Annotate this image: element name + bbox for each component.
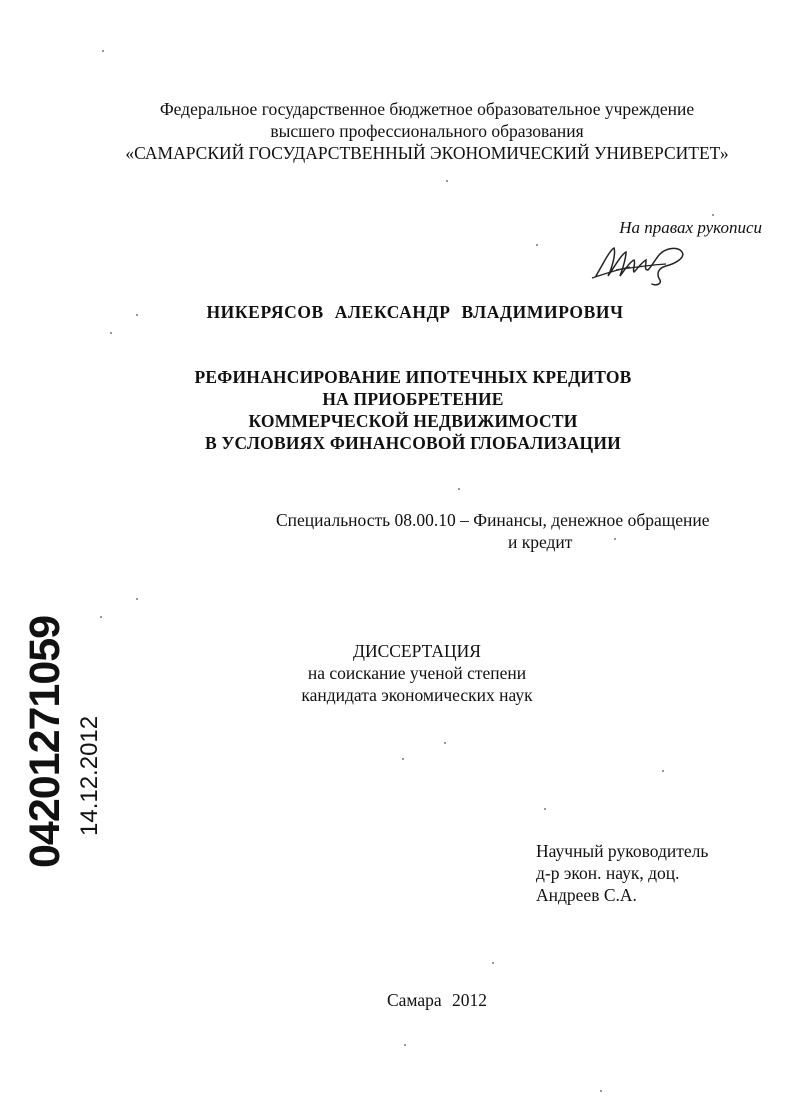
scan-speck — [402, 758, 404, 760]
title-line: В УСЛОВИЯХ ФИНАНСОВОЙ ГЛОБАЛИЗАЦИИ — [205, 433, 621, 453]
specialty-line: Специальность 08.00.10 – Финансы, денежное обращение — [276, 510, 710, 530]
scan-speck — [712, 214, 714, 216]
degree-statement — [20, 640, 794, 706]
degree-line: кандидата экономических наук — [301, 685, 533, 705]
scan-speck — [544, 808, 546, 810]
institution-line: «САМАРСКИЙ ГОСУДАРСТВЕННЫЙ ЭКОНОМИЧЕСКИЙ УНИВЕРСИТЕТ» — [125, 143, 729, 163]
library-stamp — [20, 615, 103, 870]
specialty-line: и кредит — [508, 532, 573, 552]
institution-line: Федеральное государственное бюджетное образовательное учреждение — [159, 99, 695, 119]
scan-speck — [492, 962, 494, 964]
institution-header — [30, 98, 794, 164]
scan-speck — [614, 538, 616, 540]
scan-speck — [444, 742, 446, 744]
supervisor-line: Научный руководитель — [536, 841, 709, 861]
scan-speck — [446, 180, 448, 182]
degree-line: на соискание ученой степени — [307, 663, 527, 683]
scan-speck — [136, 314, 138, 316]
supervisor-line: Андреев С.А. — [536, 885, 637, 905]
rights-note: На правах рукописи — [619, 218, 762, 237]
title-line: РЕФИНАНСИРОВАНИЕ ИПОТЕЧНЫХ КРЕДИТОВ — [194, 367, 632, 387]
scan-speck — [600, 1090, 602, 1092]
title-line: НА ПРИОБРЕТЕНИЕ — [322, 389, 504, 409]
dissertation-title — [16, 366, 794, 454]
stamp-date: 14.12.2012 — [76, 715, 103, 836]
specialty — [276, 509, 756, 553]
author-name: НИКЕРЯСОВ АЛЕКСАНДР ВЛАДИМИРОВИЧ — [206, 302, 624, 322]
supervisor-line: д-р экон. наук, доц. — [536, 863, 680, 883]
scan-speck — [662, 770, 664, 772]
place-year: Самара 2012 — [386, 990, 488, 1010]
scan-speck — [458, 488, 460, 490]
title-line: КОММЕРЧЕСКОЙ НЕДВИЖИМОСТИ — [248, 411, 578, 431]
degree-line: ДИССЕРТАЦИЯ — [353, 641, 481, 661]
scan-speck — [404, 1044, 406, 1046]
signature-icon — [586, 240, 696, 290]
supervisor-block — [536, 840, 708, 906]
scan-speck — [100, 616, 102, 618]
scan-speck — [110, 332, 112, 334]
scan-speck — [536, 244, 538, 246]
institution-line: высшего профессионального образования — [270, 121, 584, 141]
scan-speck — [102, 50, 104, 52]
scan-speck — [136, 598, 138, 600]
stamp-number: 04201271059 — [21, 615, 69, 868]
